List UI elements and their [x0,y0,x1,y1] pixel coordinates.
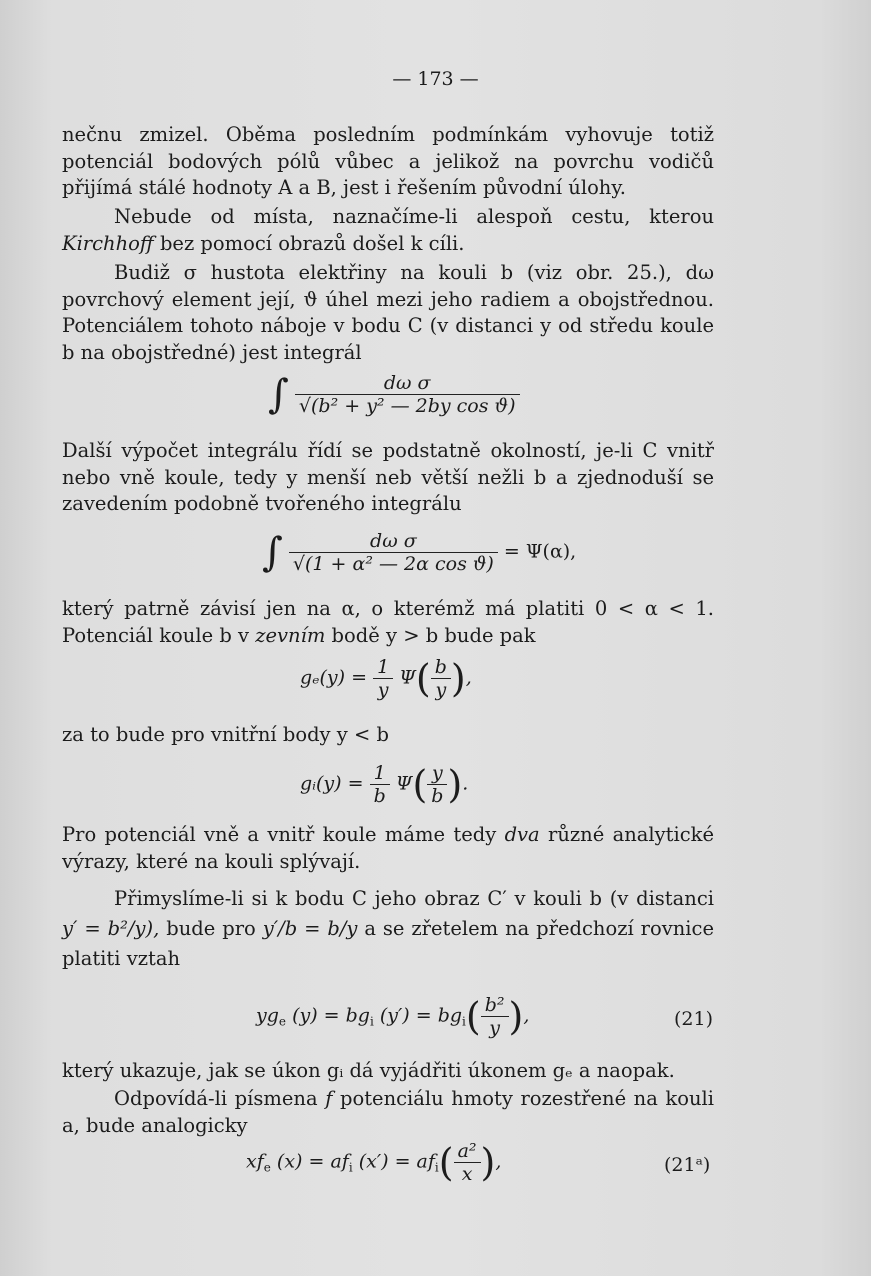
paren-close: ) [450,656,466,701]
gi-psi: Ψ [395,772,413,795]
eq21-arg-num: b² [481,994,509,1017]
eq21-lhs: yg [256,1004,279,1027]
gi-tail: . [462,772,469,795]
eq21a-arg [454,1140,481,1185]
name-kirchhoff: Kirchhoff [62,231,154,255]
paragraph-2 [62,204,714,257]
gi-frac-num: 1 [370,762,390,785]
word-zevnim: zevním [255,623,326,647]
paren-open: ( [415,656,431,701]
equation-integral-1 [268,372,520,417]
eq21-sub-e: e [278,1014,287,1029]
eq21-arg [481,994,509,1039]
eq21-arg-den: y [489,1017,500,1039]
equation-integral-2 [262,530,576,575]
paragraph-4: Další výpočet integrálu řídí se podstatně okolností, je-li C vnitř nebo vně koule, tedy y menší neb větší nežli b a zjednoduší se zavedením podobně tvořeného integrálu [62,439,714,515]
ge-tail: , [465,666,472,689]
gi-arg-num: y [427,762,447,785]
eq21-mid2: (y′) = bg [379,1004,463,1027]
paragraph-5-text-b: bodě y > b bude pak [331,623,536,647]
integral-sign: ∫ [268,371,289,418]
paragraph-8-eq-b: y′/b = b/y [262,917,358,940]
eq21a-sub-i2: i [434,1160,439,1175]
paragraph-8-eq-a: y′ = b²/y), [62,917,160,940]
integral-2-numerator: dω σ [289,530,498,553]
paragraph-8-text-b: bude pro [166,917,256,940]
gi-frac-den: b [373,785,386,807]
word-dva: dva [504,823,540,846]
equation-gi [300,762,468,807]
ge-arg-den: y [435,679,447,701]
equation-ge [300,656,472,701]
integral-sign: ∫ [262,529,283,576]
paragraph-10 [62,1086,714,1139]
ge-fraction [373,656,393,701]
ge-psi: Ψ [399,666,416,689]
letter-f: f [325,1087,333,1110]
integral-1-fraction [295,372,520,417]
eq21a-lhs: xf [246,1150,264,1173]
eq21-sub-i: i [369,1014,374,1029]
integral-2-denominator: √(1 + α² — 2α cos ϑ) [292,553,494,575]
eq21a-sub-e: e [263,1160,271,1175]
page-number: — 173 — [392,68,479,90]
eq21a-mid2: (x′) = af [358,1150,435,1173]
integral-1-numerator: dω σ [295,372,520,395]
eq21-sub-i2: i [462,1014,466,1029]
paragraph-10-text-a: Odpovídá-li písmena [114,1087,318,1110]
paragraph-1: nečnu zmizel. Oběma posledním podmínkám vyhovuje totiž potenciál bodových pólů vůbec a jelikož na povrchu vodičů přijímá stálé hodnoty A a B, jest i řešením původní úlohy. [62,123,714,199]
paren-close: ) [508,994,524,1039]
gi-arg-den: b [431,785,444,807]
paragraph-5 [62,596,714,649]
ge-frac-den: y [377,679,389,701]
paragraph-3: Budiž σ hustota elektřiny na kouli b (viz obr. 25.), dω povrchový element její, ϑ úhel mezi jeho radiem a obojstřednou. Potenciálem tohoto náboje v bodu C (v distanci y od středu koule b na obojstředné) jest integrál [62,261,714,364]
eq21a-arg-num: a² [454,1140,481,1163]
paragraph-8-text-c: a se zřetelem na předchozí rovnice platiti vztah [62,917,714,970]
eq21a-sub-i: i [348,1160,353,1175]
paren-open: ( [465,994,481,1039]
eq21-mid: (y) = bg [292,1004,370,1027]
eq21a-tail: , [495,1150,502,1173]
paragraph-8-text-a: Přimyslíme-li si k bodu C jeho obraz C′ v kouli b (v distanci [114,887,714,910]
paragraph-5-text-a: který patrně závisí jen na α, o kterémž má platiti 0 < α < 1. Potenciál koule b v [62,597,714,647]
paragraph-7-text-a: Pro potenciál vně a vnitř koule máme tedy [62,823,497,846]
paragraph-9: který ukazuje, jak se úkon gᵢ dá vyjádřiti úkonem gₑ a naopak. [62,1059,675,1082]
integral-2-fraction [289,530,498,575]
paren-open: ( [412,762,428,807]
paragraph-6: za to bude pro vnitřní body y < b [62,723,389,746]
paren-open: ( [438,1140,454,1185]
gi-lhs: gᵢ(y) = [300,772,364,795]
paren-close: ) [447,762,463,807]
paragraph-7 [62,822,714,875]
paragraph-7-text-b: různé analytické výrazy, které na kouli splývají. [62,823,715,873]
paragraph-2-text-b: bez pomocí obrazů došel k cíli. [159,231,465,255]
gi-arg [427,762,447,807]
equation-number-21a: (21ᵃ) [664,1154,711,1176]
eq21a-arg-den: x [461,1163,473,1185]
equation-number-21: (21) [674,1008,714,1030]
paragraph-2-text-a: Nebude od místa, naznačíme-li alespoň cestu, kterou [114,205,714,228]
eq21a-mid: (x) = af [276,1150,349,1173]
equation-21a [246,1140,501,1185]
integral-1-denominator: √(b² + y² — 2by cos ϑ) [298,395,516,417]
paragraph-8 [62,884,714,974]
ge-arg-num: b [431,656,451,679]
ge-arg [431,656,451,701]
paragraph-10-text-b: potenciálu hmoty rozestřené na kouli a, bude analogicky [62,1087,715,1137]
eq21-tail: , [523,1004,530,1027]
equation-21 [256,994,529,1039]
ge-frac-num: 1 [373,656,393,679]
ge-lhs: gₑ(y) = [300,666,368,689]
paren-close: ) [480,1140,496,1185]
gi-fraction [370,762,390,807]
integral-2-rhs: = Ψ(α), [503,540,577,563]
